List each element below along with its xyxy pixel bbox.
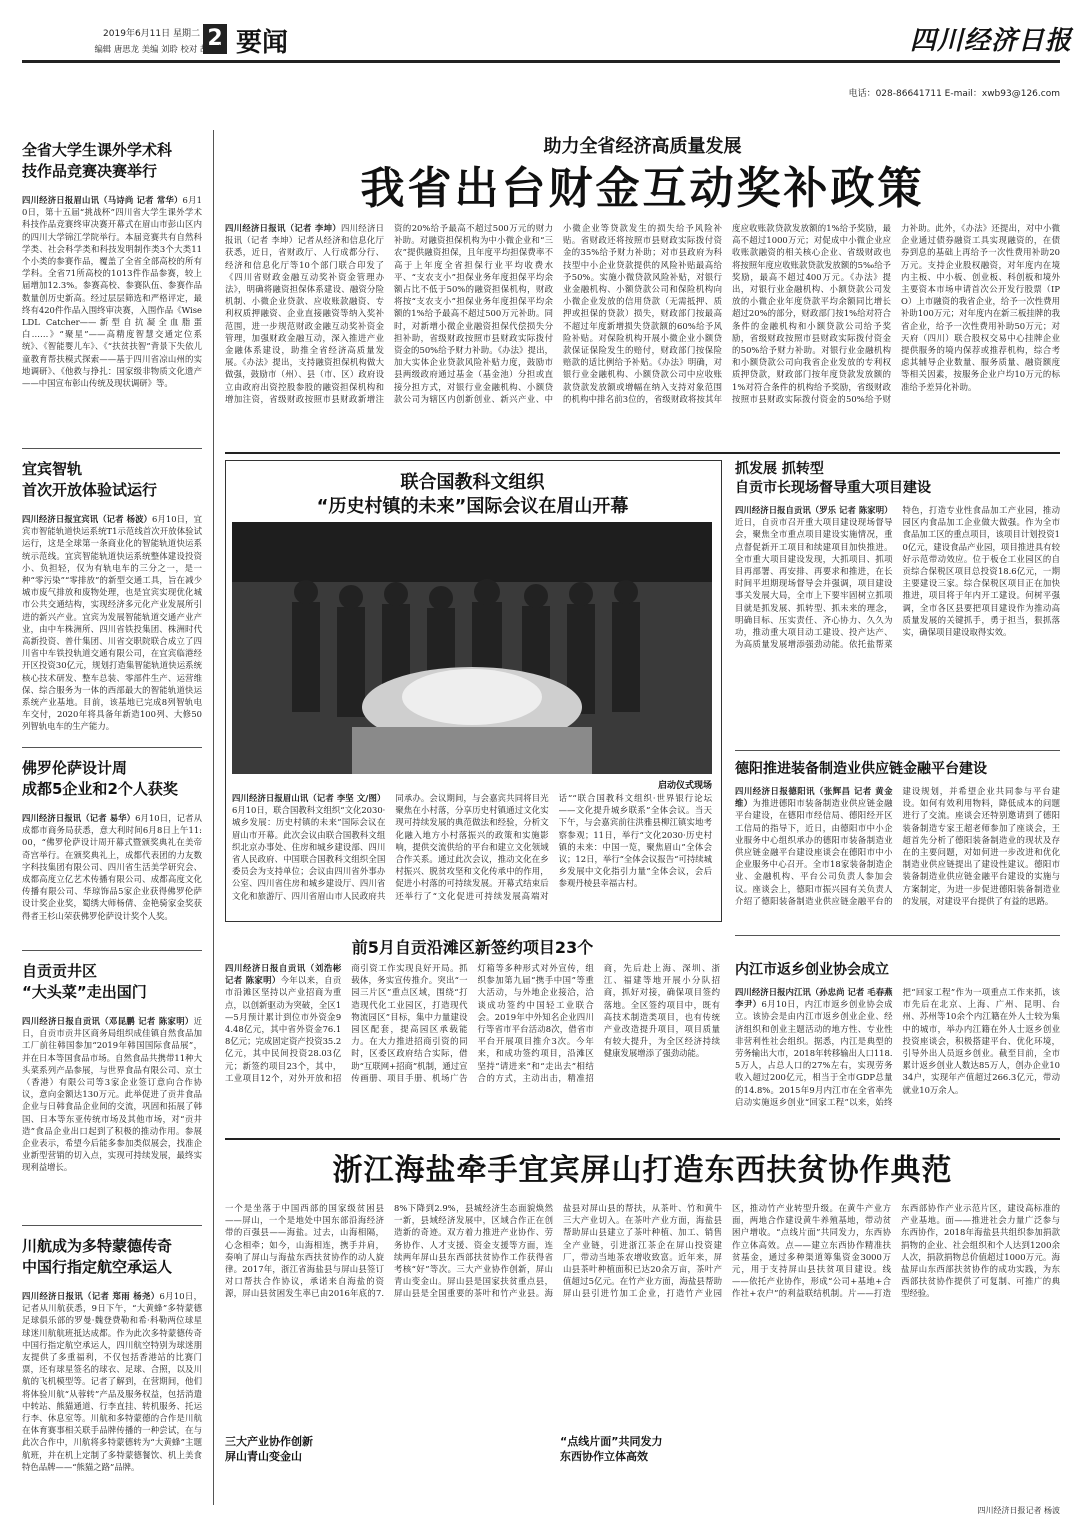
byline: 四川经济日报讯（记者 郑雨 杨尧） bbox=[22, 1291, 160, 1301]
right-story-1-kicker: 抓发展 抓转型 bbox=[735, 461, 824, 477]
byline: 四川经济日报讯（记者 易华） bbox=[22, 813, 136, 823]
byline: 四川经济日报眉山讯（记者 李坚 文/图） bbox=[232, 793, 386, 803]
article-text: 6月10日，第十五届“挑战杯”四川省大学生课外学术科技作品竞赛终审决赛开幕式在眉山市彭山区内的四川大学锦江学院举行。本届竞赛共有自然科学类、社会科学类和科技发明制作类3个大类11个小类的参赛作品，覆盖了全省全部高校的所有学科。全省71所高校的1013件作品参赛，较上届增加12.3%。参赛高校、参赛队伍、参赛作品数量创历史新高。经过层层筛选和严格评定，最终有420件作品入围终审决赛，入围作品《Wise LDL Catcher——新型自抗凝全血脂蛋白……》“聚星”——高精度智慧交通定位系统》、《智能婴儿车》、《“扶贫扶智”背景下失依儿童教育帮扶模式探索——基于四川省凉山州的实地调研》、《他救与挣扎：国家级非物质文化遗产——中国宣布彰山传统及现状调研》等。 bbox=[22, 195, 202, 389]
masthead-logo: 四川经济日报 bbox=[910, 26, 1073, 56]
article-text: 6月10日，联合国教科文组织“文化2030·城乡发展：历史村镇的未来”国际会议在眉山市开幕。此次会议由联合国教科文组织北京办事处、住房和城乡建设部、四川省人民政府、中国联合国教科文组织全国委员会为支持单位；会议由四川省外事办公室、四川省住房和城乡建设厅、四川省文化和旅游厅、四川省眉山市人民政府共同承办。会议期间，与会嘉宾共同将目光聚焦在小村落，分享历史村镇通过文化实现可持续发展的典范做法和经验，分析文化融入地方小村落振兴的政策和实施影响，提供交流供给的平台和建立文化领域合作关系。通过此次会议，推动文化在乡村振兴、脱贫攻坚和文化传承中的作用，促进小村落的可持续发展。开幕式结束后还举行了“文化促进可持续发展高端对话”“联合国教科文组织·世界银行论坛——文化提升城乡联系”全体会议。当天下午，与会嘉宾前往洪雅县柳江镇实地考察参观；11日，举行“文化2030·历史村镇的未来：中国一览，聚焦眉山”全体会议；12日，举行“全体会议报告“可持续城乡发展中文化指引力量”全体会议，会后参观丹棱县幸福古村。 bbox=[232, 793, 712, 901]
header-rule bbox=[22, 60, 1060, 63]
photo-caption: 启动仪式现场 bbox=[657, 781, 712, 791]
byline: 四川经济日报内江讯（孙忠尚 记者 毛春燕 李尹） bbox=[735, 987, 893, 1010]
article-text: 近日，自贡市贡井区商务局组织成佳镇自然食品加工厂前往韩国参加“2019年韩国国际食品展”，并在日本等国食品市场。自然食品共携带11种大头菜系列产品参展，与世界食品有限公司、京士（香港）有限公司等3家企业签订意向合作协议，意向金额达130万元。此举促进了贡井食品企业与日韩食品企业间的交流，巩固和拓展了韩国、日本等东亚传统市场及其他市场，对“贡井造”食品企业出口起到了积极的推动作用。参展企业表示，希望今后能多参加类似展会，找准企业新型营销的切入点，实现可持续发展，最终实现利益增长。 bbox=[22, 1016, 202, 1173]
article-text: 为推进德阳市装备制造业供应链金融平台建设，在德阳市经信局、德阳经开区工信局的指导下，近日，由德阳市中小企业服务中心组织承办的德阳市装备制造业供应链金融平台建设座谈会在德阳市中小企业服务中心召开。全市18家装备制造企业、金融机构、平台公司负责人参加会议。座谈会上，德阳市振兴园有关负责人介绍了德阳装备制造业供应链金融平台的建设规划，并希望企业共同参与平台建设。如何有效利用物料，降低成本的问题进行了交流。座谈会还特别邀请到了德阳装备制造专家王超老师参加了座谈会，王超首先分析了德阳装备制造业的现状及存在的主要问题，对如何进一步改进和优化制造业供应链提出了建设性建议。德阳市装备制造业供应链金融平台建设的实施与方案制定，为进一步促进德阳装备制造业的发展，对建设平台提供了有益的思路。 bbox=[735, 786, 1060, 906]
ceremony-photo bbox=[232, 522, 712, 774]
bottom-footer-credit: 四川经济日报记者 杨波 bbox=[910, 1505, 1060, 1517]
right-story-1-headline: 自贡市长现场督导重大项目建设 bbox=[735, 480, 931, 496]
sidebar-article-2 bbox=[22, 513, 202, 733]
right-column bbox=[735, 460, 1060, 930]
sidebar-article-4 bbox=[22, 1015, 202, 1211]
photo-feature-headline-1: 联合国教科文组织 bbox=[400, 472, 545, 493]
sidebar-article-3 bbox=[22, 812, 202, 936]
divider bbox=[22, 950, 202, 951]
article-text: 6月10日，宜宾市智能轨道快运系统T1示范线首次开放体验试运行，这是全球第一条商业化的智能轨道快运系统示范线。宜宾智能轨道快运系统整体建设投资小、负担轻，仅为有轨电车的三分之一，是一种“零污染”“零排放”的新型交通工具，旨在减少城市废气排放和废物处理，也是宜宾实现优化城市公共交通结构，实现经济多元化产业发展所引进的新兴产业。宜宾为发展智能轨道交通产业产业，由中车株洲所、四川省铁投集团、株洲时代高新投资、普什集团、川省交职院联合成立了四川省中车铁投轨道交通有限公司，在宜宾临港经开区投资30亿元，规划打造集智能轨道快运系统核心技术研发、整车总装、零部件生产、运营维保、综合服务为一体的西部最大的智能轨道快运系统产业基地。目前，该基地已完成8列智轨电车交付，2020年将具备年新造100列、大修50列智轨电车的生产能力。 bbox=[22, 514, 202, 732]
bottom-subhead-1: 三大产业协作创新 屏山青山变金山 bbox=[225, 1432, 385, 1466]
photo-feature-body bbox=[232, 792, 712, 914]
sidebar-headline-4: 自贡贡井区 “大头菜”走出国门 bbox=[22, 962, 147, 1001]
article-text: 6月10日，记者从川航获悉，9日下午，“大黄蜂”多特蒙德足球俱乐部的罗曼·魏登费勒和希·科勒两位球星球迷川航航班抵达成都。作为此次多特蒙德传奇中国行指定航空承运人，四川航空特别为球迷朋友提供了多重福利，不仅包括香港站的比赛门票，还有球星签名的球衣、足球、合照，以及川航的飞机模型等。记者了解到，在营期间，他们将体验川航“从蓉转”产品及服务权益，包括消遣中转站、熊猫通道、行李直挂、转机服务、托运行李、休息室等。川航和多特蒙德的合作是川航在体育赛事相关联手品牌传播的一种尝试，在与此次合作中，川航将多特蒙德转为“大黄蜂”主题航班，并在机上定制了多特蒙德餐饮、机上美食特色品牌——“熊猫之路”品牌。 bbox=[22, 1291, 202, 1472]
byline: 四川经济日报眉山讯（马诗尚 记者 常华） bbox=[22, 195, 183, 205]
article-text: 6月10日，记者从成都市商务局获悉，意大利时间6月8日上午11:00，“佛罗伦萨设计周开幕式暨颁奖典礼在美帝奇宫举行。在颁奖典礼上，成都代表团的力友数字科技集团有限公司、四川省生活美学研究会、成都高度立亿艺术传播有限公司、成都高度文化传播有限公司、华琼饰品5家企业获得佛罗伦萨设计奖企业奖，蜀绣大师杨倩、金艳骑家金奖获得者王杉山荣获佛罗伦萨设计奖个人奖。 bbox=[22, 813, 202, 921]
date-line: 2019年6月11日 星期二 bbox=[103, 29, 200, 39]
byline: 四川经济日报宜宾讯（记者 杨波） bbox=[22, 514, 153, 524]
top-story-body bbox=[225, 222, 1060, 447]
article-text: 一个是坐落于中国西部的国家级贫困县——屏山，一个是地处中国东部沿海经济带的百强县——海盐。过去，山海相隔，心念相牵；如今，山海相连，携手并肩，奏响了屏山与海盐东西扶贫协作的动人旋律。2017年，浙江省海盐县与屏山县签订对口帮扶合作协议，承诺来自海盐的资源，屏山县贫困发生率已由2016年底的7.8%下降到2.9%，县城经济生态面貌焕然一新，县域经济发展中，区域合作正在创造新的奇迹。双方着力推进产业协作、劳务协作、人才支援、资金支援等方面，连续两年屏山县东西部扶贫协作工作获得省考核“好”等次。三大产业协作创新，屏山青山变金山。屏山县是国家扶贫重点县，屏山县是全国重要的茶叶和竹产业县。海盐县对屏山县的帮扶，从茶叶、竹和黄牛三大产业切入。在茶叶产业方面，海盐县帮助屏山县建立了茶叶种植、加工、销售全产业链，引进浙江茶企在屏山投资建厂，带动当地茶农增收致富。近年来，屏山县茶叶种植面积已达20余万亩，茶叶产值超过5亿元。在竹产业方面，海盐县帮助屏山县引进竹加工企业，打造竹产业园区，推动竹产业转型升级。在黄牛产业方面，两地合作建设黄牛养殖基地，带动贫困户增收。“点线片面”共同发力，东西协作立体高效。点——建立东西协作精准扶贫基金，通过多种渠道筹集资金3000万元，用于支持屏山县扶贫项目建设。线——依托产业协作，形成“公司+基地+合作社+农户”的利益联结机制。片——打造东西部协作产业示范片区，建设高标准的产业基地。面——推进社会力量广泛参与东西协作，2018年海盐县共组织参加捐款捐物的企业、社会组织和个人达到1200余人次，捐款捐物总价值超过1000万元。海盐屏山东西部扶贫协作的成功实践，为东西部扶贫协作提供了可复制、可推广的典型经验。 bbox=[225, 1203, 1060, 1299]
article-text: 近日，自贡市召开重大项目建设现场督导会，聚焦全市重点项目建设实施情况，重点督促新开工项目和续建项目加快推进。全市重大项目建设发现，大抓项目、抓项目再部署、再安排、再要求和推进，在长时间平坦期现场督导会并强调，项目建设事关发展大局，全市上下要牢固树立抓项目就是抓发展、抓转型、抓未来的理念，明确目标、压实责任、齐心协力、久久为功，推动重大项目动工建设、投产达产、为高质量发展增添强劲动能。依托盐帮菜特色，打造专业性食品加工产业园，推动园区内食品加工企业做大做强。作为全市食品加工区的重点项目，该项目计划投资10亿元，建设食品产业园，项目推进具有较好示范带动效应。位于板仓工业园区的自贡综合保税区项目总投资18.6亿元，一期主要建设三家。综合保税区项目正在加快推进，项目将于年内开工建设。何树平强调，全市各区县要把项目建设作为推动高质量发展的关键抓手，勇于担当，狠抓落实，确保项目建设取得实效。 bbox=[735, 505, 1060, 650]
right-story-3-body bbox=[735, 986, 1060, 1128]
top-story-kicker: 助力全省经济高质量发展 bbox=[543, 136, 742, 157]
divider bbox=[22, 448, 202, 449]
contact-line: 电话：028-86641711 E-mail：xwb93@126.com bbox=[848, 89, 1060, 99]
page-number: 2 bbox=[203, 24, 227, 54]
article-text: 6月10日，内江市返乡创业协会成立。该协会是由内江市返乡创业企业、经济组织和创业主题活动的地方性、专业性非营利性社会组织。据悉，内江是典型的劳务输出大市，2018年转移输出人口118.5万人，占总人口的27%左右，实现劳务收入超过200亿元，相当于全市GDP总量的14.8%。2015年9月内江市在全省率先启动实施返乡创业“回家工程”以来，始终把“回家工程”作为一项重点工作来抓，该市先后在北京、上海、广州、昆明、台州、苏州等10余个内江籍在外人士较为集中的城市，举办内江籍在外人士返乡创业投资座谈会，积极搭建平台、优化环境，引导外出人员返乡创业。截至目前，全市累计返乡创业人数达85万人，创办企业1034户，实现年产值超过266.3亿元，带动就业10万余人。 bbox=[735, 987, 1060, 1107]
sidebar-headline-3: 佛罗伦萨设计周 成都5企业和2个人获奖 bbox=[22, 759, 178, 798]
divider bbox=[22, 1225, 202, 1226]
byline: 四川经济日报讯（记者 李坤） bbox=[225, 223, 341, 233]
top-story-headline: 我省出台财金互动奖补政策 bbox=[360, 163, 925, 214]
divider bbox=[735, 935, 1060, 936]
article-text: 四川经济日报讯（记者 李坤）记者从经济和信息化厅获悉，近日，省财政厅、人行成都分行、经济和信息化厅等10个部门联合印发了《四川省财政金融互动奖补资金管理办法》，明确将融资担保体系建设、融资分险机制、小微企业贷款、应收账款融资、专利权质押融资、企业直接融资等纳入奖补范围，进一步规范财政金融互动奖补资金管理，加强财政金融互动，深入推进产业金融体系建设，助推全省经济高质量发展。《办法》提出，支持融资担保机构做大做强，鼓励市（州）、县（市、区）政府设立由政府出资控股参股的融资担保机构和增加注资，省级财政按照市县财政新增注资的20%给予最高不超过500万元的财力补助。对融资担保机构为中小微企业和“三农”提供融资担保，且年度平均担保费率不高于上年度全省担保行业平均收费水平、“支农支小”担保业务年度担保平均余额占比不低于50%的融资担保机构，财政将按“支农支小”担保业务年度担保平均余额的1%给予最高不超过500万元补助。同时，对新增小微企业融资担保代偿损失分担补助，省级财政按照市县财政实际拨付资金的50%给予财力补助。《办法》提出，加大实体企业贷款风险补贴力度，鼓励市县两级政府通过基金（基金池）分担或直接分担方式，对银行业金融机构、小额贷款公司为辖区内创新创业、新兴产业、中小微企业等贷款发生的损失给予风险补贴。省财政还将按照市县财政实际拨付资金的35%给予财力补助；对市县政府为科技型中小企业贷款提供的风险补贴最高给予50%。实施小微贷款风险补贴，对银行业金融机构、小额贷款公司和保险机构向小微企业发放的信用贷款（无需抵押、质押或担保的贷款）损失，财政部门按最高不超过年度新增损失贷款额的60%给予风险补贴。对保险机构开展小微企业小额贷款保证保险发生的赔付，财政部门按保险赔款的适比例给予补贴。《办法》明确，对银行业金融机构、小额贷款公司中应收账款贷款发放额或增幅在纳入支持对象范围的机构中排名前3位的，省级财政将按其年度应收账款贷款发放额的1%给予奖励，最高不超过1000万元；对促成中小微企业应收账款融资的相关核心企业、省级财政也将按照年度应收账款贷款发放额的5‰给予奖励，最高不超过400万元。《办法》提出，对银行业金融机构、小额贷款公司发放的小微企业年度贷款平均余额同比增长超过20%的部分，财政部门按1%给对符合条件的金融机构和小额贷款公司给予奖励，省级财政按照市县财政实际拨付资金的50%给予财力补助。对银行业金融机构和小额贷款公司向我省企业发放的专利权质押贷款，财政部门按年度贷款发放额的1%对符合条件的机构给予奖励，省级财政按照市县财政实际拨付资金的50%给予财力补助。此外，《办法》还提出，对中小微企业通过债券融资工具实现融资的，在债券到息的基础上再给予一次性费用补助20万元。支持企业股权融资，对年度内在境内主板、中小板、创业板、科创板和境外主要资本市场申请首次公开发行股票（IPO）上市融资的我省企业，给予一次性费用补助100万元；对年度内在新三板挂牌的我省企业，给予一次性费用补助50万元；对天府（四川）联合股权交易中心挂牌企业提供服务的境内保荐或推荐机构，综合考虑其辅导企业数量、服务质量、融资额度等相关因素，按服务企业户均10万元的标准给予差异化补助。 bbox=[225, 223, 1060, 404]
right-story-1-body bbox=[735, 504, 1060, 742]
byline: 四川经济日报自贡讯（刘浩彬 记者 陈家明） bbox=[225, 963, 342, 986]
section-title: 要闻 bbox=[236, 28, 289, 58]
divider bbox=[735, 750, 1060, 751]
divider bbox=[22, 747, 202, 748]
byline: 四川经济日报德阳讯（张辉昌 记者 黄金维） bbox=[735, 786, 893, 809]
sidebar-headline-1: 全省大学生课外学术科 技作品竞赛决赛举行 bbox=[22, 141, 173, 180]
section-rule bbox=[225, 1138, 1060, 1140]
sidebar-article-5 bbox=[22, 1290, 202, 1506]
right-story-3-headline: 内江市返乡创业协会成立 bbox=[735, 962, 889, 978]
right-story-2-headline: 德阳推进装备制造业供应链金融平台建设 bbox=[735, 761, 987, 777]
editors-line: 编辑 唐思龙 美编 刘聆 校对 胡玉萍 bbox=[94, 44, 225, 54]
sidebar-headline-5: 川航成为多特蒙德传奇 中国行指定航空承运人 bbox=[22, 1237, 173, 1276]
byline: 四川经济日报自贡讯（邓昆鹏 记者 陈家明） bbox=[22, 1016, 194, 1026]
photo-feature-headline-2: “历史村镇的未来”国际会议在眉山开幕 bbox=[316, 496, 629, 517]
sidebar-headline-2: 宜宾智轨 首次开放体验试运行 bbox=[22, 460, 158, 499]
column-divider bbox=[213, 130, 214, 1505]
right-story-2-body bbox=[735, 785, 1060, 953]
ceremony-photo-illustration bbox=[232, 522, 712, 774]
section-rule bbox=[225, 452, 1060, 454]
sidebar bbox=[22, 140, 202, 1510]
byline: 四川经济日报自贡讯（罗乐 记者 陈家明） bbox=[735, 505, 893, 515]
bottom-subhead-2: “点线片面”共同发力 东西协作立体高效 bbox=[560, 1432, 720, 1466]
bottom-story-headline: 浙江海盐牵手宜宾屏山打造东西扶贫协作典范 bbox=[332, 1153, 953, 1188]
mid-story-body bbox=[225, 962, 720, 1130]
article-text: 今年以来，自贡市沿滩区坚持以产业招商为重点，以创新驱动为突破，全区1—5月预计累计到位市外资金94.48亿元，其中省外资金76.18亿元；完成固定资产投资35.2亿元，其中民间投资28.03亿元；新签约项目23个，其中，工业项目12个，对外开放和招商引资工作实现良好开局。抓载体，务实宣传推介。突出“一园三片区”重点区域，围绕“打造现代化工业园区，打造现代物流园区”目标，集中力量建设园区配套，提高园区承载能力。在大力推进招商引资的同时，区委区政府结合实际，借助“互联网+招商”机制，通过宣传画册、项目手册、机场广告灯箱等多种形式对外宣传，组织参加第九届“携手中国”等重大活动，与外地企业接洽，洽谈成功签约中国轻工业联合会。2019年中外知名企业四川行等省市平台活动8次，借省市平台开展项目推介3次。今年来，和成功签约项目，沿滩区坚持“请进来”和“走出去”相结合的方式，主动出击，精准招商，先后赴上海、深圳、浙江、福建等地开展小分队招商，抓好对接，确保项目签约落地。全区签约项目中，既有高技术制造类项目，也有传统产业改造提升项目，项目质量有较大提升，为全区经济持续健康发展增添了强劲动能。 bbox=[225, 963, 720, 1083]
mid-story-headline: 前5月自贡沿滩区新签约项目23个 bbox=[351, 938, 594, 957]
sidebar-article-1 bbox=[22, 194, 202, 434]
